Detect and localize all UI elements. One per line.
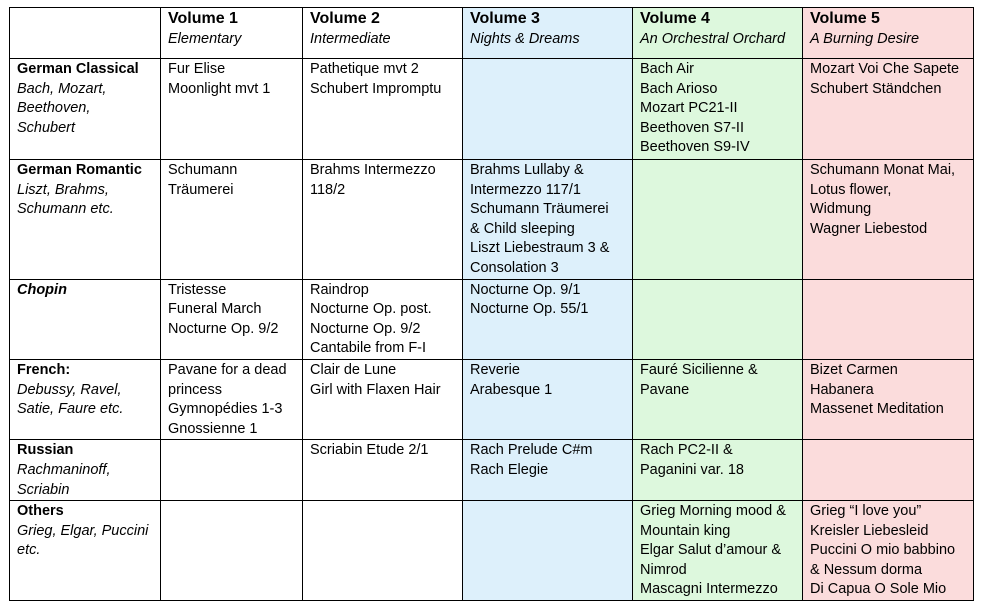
piece-line: Liszt Liebestraum 3 &	[470, 240, 610, 257]
volume-4-cell	[633, 440, 803, 501]
piece-line: Kreisler Liebesleid	[810, 522, 929, 539]
piece-line: & Nessum dorma	[810, 561, 923, 578]
volume-subtitle: An Orchestral Orchard	[640, 31, 786, 47]
piece-line: Bach Air	[640, 61, 694, 77]
volume-3-cell	[463, 440, 633, 501]
volume-title: Volume 4	[640, 10, 710, 27]
volume-subtitle: A Burning Desire	[810, 31, 920, 47]
category-cell	[10, 440, 161, 501]
piece-line: Fur Elise	[168, 61, 226, 77]
category-name: Others	[17, 503, 64, 520]
piece-line: Nocturne Op. post.	[310, 301, 432, 318]
category-name: French:	[17, 361, 71, 378]
piece-line: Brahms Intermezzo	[310, 162, 436, 178]
piece-line: Nocturne Op. 55/1	[470, 301, 589, 318]
composer-line: Satie, Faure etc.	[17, 401, 124, 418]
piece-line: Grieg Morning mood &	[640, 503, 786, 520]
volume-1-cell	[161, 279, 303, 359]
category-name: Chopin	[17, 281, 67, 298]
piece-line: Widmung	[810, 201, 872, 218]
composer-line: Rachmaninoff,	[17, 461, 111, 478]
volume-2-cell	[303, 59, 463, 160]
composer-line: etc.	[17, 542, 41, 559]
volume-title: Volume 2	[310, 10, 380, 27]
composer-line: Schumann etc.	[17, 201, 114, 218]
header-row	[10, 8, 974, 59]
volume-subtitle: Nights & Dreams	[470, 31, 580, 47]
piece-line: Reverie	[470, 361, 520, 378]
volume-3-cell	[463, 59, 633, 160]
table-row	[10, 279, 974, 359]
volume-title: Volume 3	[470, 10, 540, 27]
category-name: German Classical	[17, 61, 139, 77]
piece-line: Nimrod	[640, 561, 687, 578]
category-name: Russian	[17, 442, 74, 459]
piece-line: Pavane	[640, 381, 690, 398]
volume-2-header	[303, 8, 463, 59]
category-cell	[10, 359, 161, 439]
table-row	[10, 440, 974, 501]
piece-line: Schumann Träumerei	[470, 201, 609, 218]
category-cell	[10, 160, 161, 280]
piece-line: Consolation 3	[470, 259, 559, 276]
piece-line: Grieg “I love you”	[810, 503, 922, 520]
volume-title: Volume 1	[168, 10, 238, 27]
volume-4-cell	[633, 359, 803, 439]
volume-5-header	[803, 8, 974, 59]
piece-line: Schubert Ständchen	[810, 80, 942, 97]
piece-line: Gymnopédies 1-3	[168, 401, 283, 418]
piece-line: Raindrop	[310, 281, 369, 298]
piece-line: princess	[168, 381, 222, 398]
volume-1-cell	[161, 59, 303, 160]
composer-line: Beethoven,	[17, 100, 91, 117]
table-row	[10, 501, 974, 601]
piece-line: Intermezzo 117/1	[470, 181, 581, 198]
volume-1-cell	[161, 359, 303, 439]
piece-line: Mountain king	[640, 522, 731, 539]
volume-4-cell	[633, 59, 803, 160]
composer-line: Schubert	[17, 119, 76, 136]
piece-line: Arabesque 1	[470, 381, 553, 398]
piece-line: Lotus flower,	[810, 181, 892, 198]
volume-2-cell	[303, 160, 463, 280]
piece-line: Funeral March	[168, 301, 262, 318]
volume-3-cell	[463, 359, 633, 439]
volume-5-cell	[803, 501, 974, 601]
piece-line: Schubert Impromptu	[310, 80, 442, 97]
piece-line: Mascagni Intermezzo	[640, 581, 778, 598]
repertoire-table	[9, 7, 974, 601]
piece-line: Nocturne Op. 9/1	[470, 281, 581, 298]
piece-line: Brahms Lullaby &	[470, 162, 584, 178]
volume-5-cell	[803, 279, 974, 359]
piece-line: Schumann	[168, 162, 238, 178]
piece-line: Massenet Meditation	[810, 401, 944, 418]
volume-1-cell	[161, 160, 303, 280]
volume-1-cell	[161, 501, 303, 601]
piece-line: Pathetique mvt 2	[310, 61, 419, 77]
piece-line: Di Capua O Sole Mio	[810, 581, 947, 598]
table-row	[10, 359, 974, 439]
piece-line: Beethoven S7-II	[640, 119, 744, 136]
piece-line: Rach Prelude C#m	[470, 442, 593, 459]
volume-1-cell	[161, 440, 303, 501]
piece-line: Gnossienne 1	[168, 420, 258, 437]
volume-2-cell	[303, 359, 463, 439]
piece-line: Cantabile from F-I	[310, 340, 427, 357]
volume-3-cell	[463, 501, 633, 601]
volume-3-cell	[463, 279, 633, 359]
volume-5-cell	[803, 440, 974, 501]
volume-2-cell	[303, 501, 463, 601]
volume-5-cell	[803, 160, 974, 280]
piece-line: Schumann Monat Mai,	[810, 162, 956, 178]
piece-line: Wagner Liebestod	[810, 220, 928, 237]
volume-1-header	[161, 8, 303, 59]
composer-line: Grieg, Elgar, Puccini	[17, 522, 149, 539]
piece-line: Girl with Flaxen Hair	[310, 381, 441, 398]
piece-line: Puccini O mio babbino	[810, 542, 956, 559]
volume-subtitle: Intermediate	[310, 31, 391, 47]
volume-3-header	[463, 8, 633, 59]
category-cell	[10, 279, 161, 359]
piece-line: 118/2	[310, 181, 346, 198]
volume-4-header	[633, 8, 803, 59]
piece-line: Scriabin Etude 2/1	[310, 442, 429, 459]
corner-cell	[10, 8, 161, 59]
piece-line: Bizet Carmen	[810, 361, 898, 378]
volume-4-cell	[633, 279, 803, 359]
piece-line: Rach Elegie	[470, 461, 549, 478]
piece-line: Beethoven S9-IV	[640, 139, 750, 156]
piece-line: Habanera	[810, 381, 874, 398]
volume-5-cell	[803, 59, 974, 160]
composer-line: Debussy, Ravel,	[17, 381, 122, 398]
category-name: German Romantic	[17, 162, 142, 178]
piece-line: Bach Arioso	[640, 80, 718, 97]
volume-4-cell	[633, 160, 803, 280]
piece-line: Rach PC2-II &	[640, 442, 733, 459]
volume-3-cell	[463, 160, 633, 280]
composer-line: Liszt, Brahms,	[17, 181, 109, 198]
category-cell	[10, 59, 161, 160]
volume-2-cell	[303, 440, 463, 501]
piece-line: Tristesse	[168, 281, 227, 298]
volume-4-cell	[633, 501, 803, 601]
category-cell	[10, 501, 161, 601]
piece-line: Mozart Voi Che Sapete	[810, 61, 960, 77]
piece-line: Paganini var. 18	[640, 461, 744, 478]
piece-line: Nocturne Op. 9/2	[168, 320, 279, 337]
piece-line: Fauré Sicilienne &	[640, 361, 758, 378]
piece-line: Mozart PC21-II	[640, 100, 738, 117]
piece-line: & Child sleeping	[470, 220, 575, 237]
volume-5-cell	[803, 359, 974, 439]
volume-subtitle: Elementary	[168, 31, 242, 47]
piece-line: Nocturne Op. 9/2	[310, 320, 421, 337]
composer-line: Bach, Mozart,	[17, 80, 107, 97]
volume-2-cell	[303, 279, 463, 359]
table-row	[10, 160, 974, 280]
volume-title: Volume 5	[810, 10, 880, 27]
table-row	[10, 59, 974, 160]
piece-line: Elgar Salut d’amour &	[640, 542, 782, 559]
piece-line: Pavane for a dead	[168, 361, 287, 378]
composer-line: Scriabin	[17, 481, 70, 498]
piece-line: Träumerei	[168, 181, 234, 198]
piece-line: Clair de Lune	[310, 361, 397, 378]
piece-line: Moonlight mvt 1	[168, 80, 271, 97]
